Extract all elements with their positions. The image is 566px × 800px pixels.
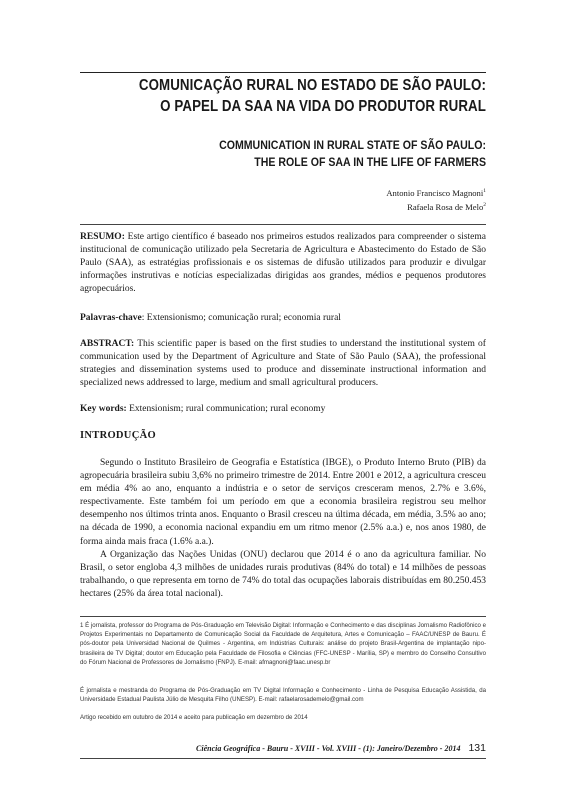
resumo-label: RESUMO: (80, 232, 125, 242)
author-1 (386, 185, 486, 199)
keywords-text: Extensionism; rural communication; rural economy (129, 404, 326, 414)
footnote-received-date: Artigo recebido em outubro de 2014 e aceito para publicação em dezembro de 2014 (80, 714, 308, 721)
title-en-line-1: COMMUNICATION IN RURAL STATE OF SÃO PAULO: (219, 138, 486, 152)
header-rule (80, 224, 486, 225)
abstract-label: ABSTRACT: (80, 339, 135, 349)
author-footnote-mark: 1 (483, 188, 486, 194)
page-number: 131 (468, 742, 486, 754)
journal-citation: Ciência Geográfica - Bauru - XVIII - Vol. XVIII - (1): Janeiro/Dezembro - 2014 (196, 743, 461, 753)
title-pt-line-1: COMUNICAÇÃO RURAL NO ESTADO DE SÃO PAULO: (138, 77, 487, 94)
footnote-rule (80, 616, 486, 617)
title-portuguese (125, 75, 486, 117)
author-name: Rafaela Rosa de Melo (407, 201, 484, 212)
abstract-paragraph (80, 338, 486, 390)
author-list (386, 185, 486, 213)
footer-rule (80, 758, 486, 759)
keywords-paragraph (80, 403, 486, 416)
title-top-rule (80, 72, 486, 73)
resumo-paragraph (80, 231, 486, 296)
page-footer (196, 742, 486, 754)
author-name: Antonio Francisco Magnoni (386, 187, 484, 198)
title-pt-line-2: O PAPEL DA SAA NA VIDA DO PRODUTOR RURAL (160, 98, 486, 115)
title-en-line-2: THE ROLE OF SAA IN THE LIFE OF FARMERS (254, 155, 486, 169)
title-english (142, 137, 486, 171)
palavras-chave-paragraph (80, 312, 486, 325)
body-paragraph-1: Segundo o Instituto Brasileiro de Geografia e Estatística (IBGE), o Produto Interno Bruto (PIB) da agropecuária brasileira subiu 3,6% no primeiro trimestre de 2014. Entre 2001 e 2012, a agricultura cresceu em média 4% ao ano, enquanto a indústria e o setor de serviços cresceram menos, 2.7% e 3.6%, respectivamente. Este também foi um período em que a economia brasileira registrou seu melhor desempenho nos últimos trinta anos. Enquanto o Brasil cresceu na última década, em média, 3.5% ao ano; na década de 1990, a economia nacional expandiu em um ritmo menor (2.5% a.a.) e, nos anos 1980, de forma ainda mais fraca (1.6% a.a.). (80, 458, 486, 547)
body-paragraph-2: A Organização das Nações Unidas (ONU) declarou que 2014 é o ano da agricultura familiar. No Brasil, o setor engloba 4,3 milhões de unidades rurais produtivas (84% do total) e 14 milhões de pessoas trabalhando, o que representa em torno de 74% do total das ocupações laborais distribuídas em 80.250.453 hectares (25% da área total nacional). (80, 550, 486, 600)
keywords-label: Key words: (80, 404, 127, 414)
author-2 (386, 199, 486, 213)
palavras-chave-text: : Extensionismo; comunicação rural; economia rural (141, 313, 341, 323)
author-footnote-mark: 2 (483, 201, 486, 208)
footnote-1: 1 É jornalista, professor do Programa de Pós-Graduação em Televisão Digital: Informação e Conhecimento e das disciplinas Jornalismo Radiofônico e Projetos Experimentais no Departamento de Comunicação Social da Faculdade de Arquitetura, Artes e Comunicação – FAAC/UNESP de Bauru. É pós-doutor pela Universidad Nacional de Quilmes - Argentina, em Indústrias Culturais: análise do projeto Brasil-Argentina de implantação nipo-brasileira de TV Digital; doutor em Educação pela Faculdade de Filosofia e Ciências (FFC-UNESP - Marília, SP) e membro do Conselho Consultivo do Fórum Nacional de Professores de Jornalismo (FNPJ). E-mail: afmagnoni@faac.unesp.br (80, 622, 487, 666)
abstract-text: This scientific paper is based on the first studies to understand the institutional system of communication used by the Department of Agriculture and State of São Paulo (SAA), the professional strategies and dissemination systems used to produce and disseminate instructional information and specialized news addressed to large, medium and small agricultural producers. (80, 339, 486, 389)
footnote-2: É jornalista e mestranda do Programa de Pós-Graduação em TV Digital Informação e Conhecimento - Linha de Pesquisa Educação Assistida, da Universidade Estadual Paulista Júlio de Mesquita Filho (UNESP). E-mail: rafaelarosademelo@gmail.com (80, 687, 486, 704)
resumo-text: Este artigo científico é baseado nos primeiros estudos realizados para compreender o sistema institucional de comunicação utilizado pela Secretaria de Agricultura e Abastecimento do Estado de São Paulo (SAA), as estratégias profissionais e os sistemas de difusão utilizados para produzir e divulgar informações instrutivas e notícias especializadas dirigidas aos grandes, médios e pequenos produtores agropecuários. (80, 232, 486, 295)
section-heading-introducao: INTRODUÇÃO (80, 430, 156, 441)
palavras-chave-label: Palavras-chave (80, 313, 142, 323)
